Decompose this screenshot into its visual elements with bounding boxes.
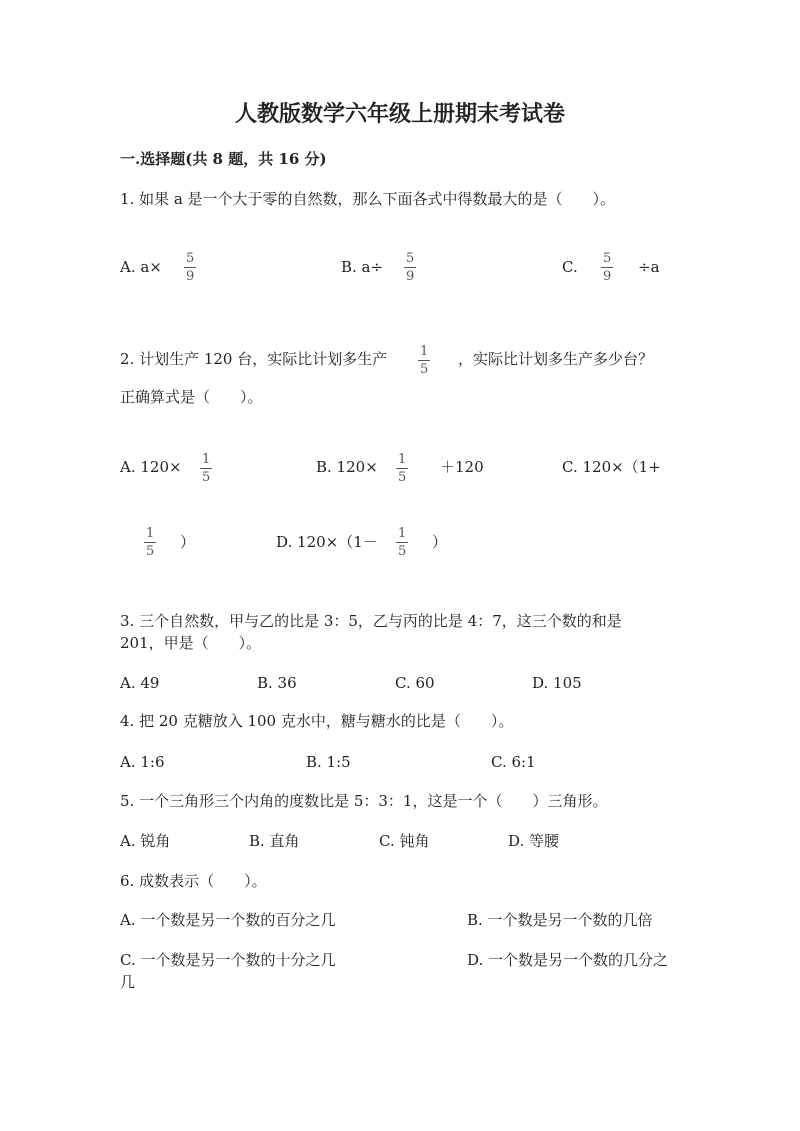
q6-option-b: B. 一个数是另一个数的几倍 bbox=[467, 911, 653, 929]
q4-option-c: C. 6:1 bbox=[491, 753, 536, 771]
fraction-bar bbox=[200, 468, 212, 469]
q1-b-fraction bbox=[404, 252, 416, 283]
q5-option-b: B. 直角 bbox=[249, 832, 300, 850]
question-1-stem: 1. 如果 a 是一个大于零的自然数，那么下面各式中得数最大的是（ ）。 bbox=[120, 190, 616, 208]
question-2-stem-line2: 正确算式是（ ）。 bbox=[120, 388, 263, 406]
question-3-stem: 3. 三个自然数，甲与乙的比是 3：5，乙与丙的比是 4：7，这三个数的和是 bbox=[120, 612, 622, 630]
fraction-bar bbox=[404, 267, 416, 268]
q6-option-a: A. 一个数是另一个数的百分之几 bbox=[120, 911, 336, 929]
q1-a-fraction bbox=[184, 252, 196, 283]
q2-option-d-close: ） bbox=[432, 533, 448, 551]
fraction-denominator: 9 bbox=[186, 269, 195, 284]
fraction-denominator: 9 bbox=[406, 269, 415, 284]
fraction-bar bbox=[184, 267, 196, 268]
fraction-numerator: 1 bbox=[146, 526, 155, 541]
question-2-stem: 2. 计划生产 120 台，实际比计划多生产 bbox=[120, 350, 388, 368]
q3-option-b: B. 36 bbox=[257, 674, 297, 692]
fraction-denominator: 5 bbox=[398, 544, 407, 559]
q6-option-c: C. 一个数是另一个数的十分之几 bbox=[120, 951, 336, 969]
question-6-stem: 6. 成数表示（ ）。 bbox=[120, 872, 267, 890]
q2-d-fraction bbox=[396, 527, 408, 558]
q1-c-fraction bbox=[601, 252, 613, 283]
q5-option-d: D. 等腰 bbox=[508, 832, 560, 850]
q4-option-b: B. 1:5 bbox=[306, 753, 351, 771]
section-heading: 一.选择题(共 8 题，共 16 分) bbox=[120, 150, 327, 168]
q1-option-c: C. bbox=[562, 258, 578, 276]
fraction-bar bbox=[396, 542, 408, 543]
fraction-numerator: 1 bbox=[202, 452, 211, 467]
q1-option-a: A. a× bbox=[120, 258, 162, 276]
q2-option-d: D. 120×（1－ bbox=[276, 533, 378, 551]
q2-option-c: C. 120×（1+ bbox=[562, 458, 661, 476]
fraction-numerator: 1 bbox=[420, 344, 429, 359]
fraction-numerator: 1 bbox=[398, 452, 407, 467]
q5-option-a: A. 锐角 bbox=[120, 832, 171, 850]
q1-option-c-suffix: ÷a bbox=[638, 258, 660, 276]
q4-option-a: A. 1:6 bbox=[120, 753, 165, 771]
fraction-denominator: 5 bbox=[202, 470, 211, 485]
fraction-denominator: 5 bbox=[420, 362, 429, 377]
q2-option-a: A. 120× bbox=[120, 458, 182, 476]
question-5-stem: 5. 一个三角形三个内角的度数比是 5：3：1，这是一个（ ）三角形。 bbox=[120, 792, 608, 810]
page-title: 人教版数学六年级上册期末考试卷 bbox=[234, 101, 565, 127]
fraction-bar bbox=[601, 267, 613, 268]
fraction-denominator: 9 bbox=[603, 269, 612, 284]
fraction-bar bbox=[396, 468, 408, 469]
q2-option-b: B. 120× bbox=[316, 458, 378, 476]
fraction-denominator: 5 bbox=[398, 470, 407, 485]
q2-option-b-suffix: ＋120 bbox=[440, 458, 484, 476]
q2-a-fraction bbox=[200, 453, 212, 484]
q3-option-d: D. 105 bbox=[532, 674, 582, 692]
q6-option-c-wrap: 几 bbox=[120, 973, 136, 991]
fraction-numerator: 5 bbox=[186, 251, 195, 266]
fraction-bar bbox=[144, 542, 156, 543]
q3-option-a: A. 49 bbox=[120, 674, 160, 692]
q2-option-c-close: ） bbox=[180, 533, 196, 551]
fraction-denominator: 5 bbox=[146, 544, 155, 559]
fraction-numerator: 5 bbox=[603, 251, 612, 266]
q6-option-d: D. 一个数是另一个数的几分之 bbox=[467, 951, 669, 969]
fraction-numerator: 5 bbox=[406, 251, 415, 266]
question-2-stem-cont: ，实际比计划多生产多少台？ bbox=[458, 350, 654, 368]
q3-option-c: C. 60 bbox=[395, 674, 435, 692]
q1-option-b: B. a÷ bbox=[341, 258, 384, 276]
q2-stem-fraction bbox=[418, 345, 430, 376]
q5-option-c: C. 钝角 bbox=[379, 832, 430, 850]
q2-b-fraction bbox=[396, 453, 408, 484]
fraction-bar bbox=[418, 360, 430, 361]
question-4-stem: 4. 把 20 克糖放入 100 克水中，糖与糖水的比是（ ）。 bbox=[120, 712, 514, 730]
q2-c-fraction bbox=[144, 527, 156, 558]
question-3-stem-line2: 201，甲是（ ）。 bbox=[120, 634, 262, 652]
fraction-numerator: 1 bbox=[398, 526, 407, 541]
